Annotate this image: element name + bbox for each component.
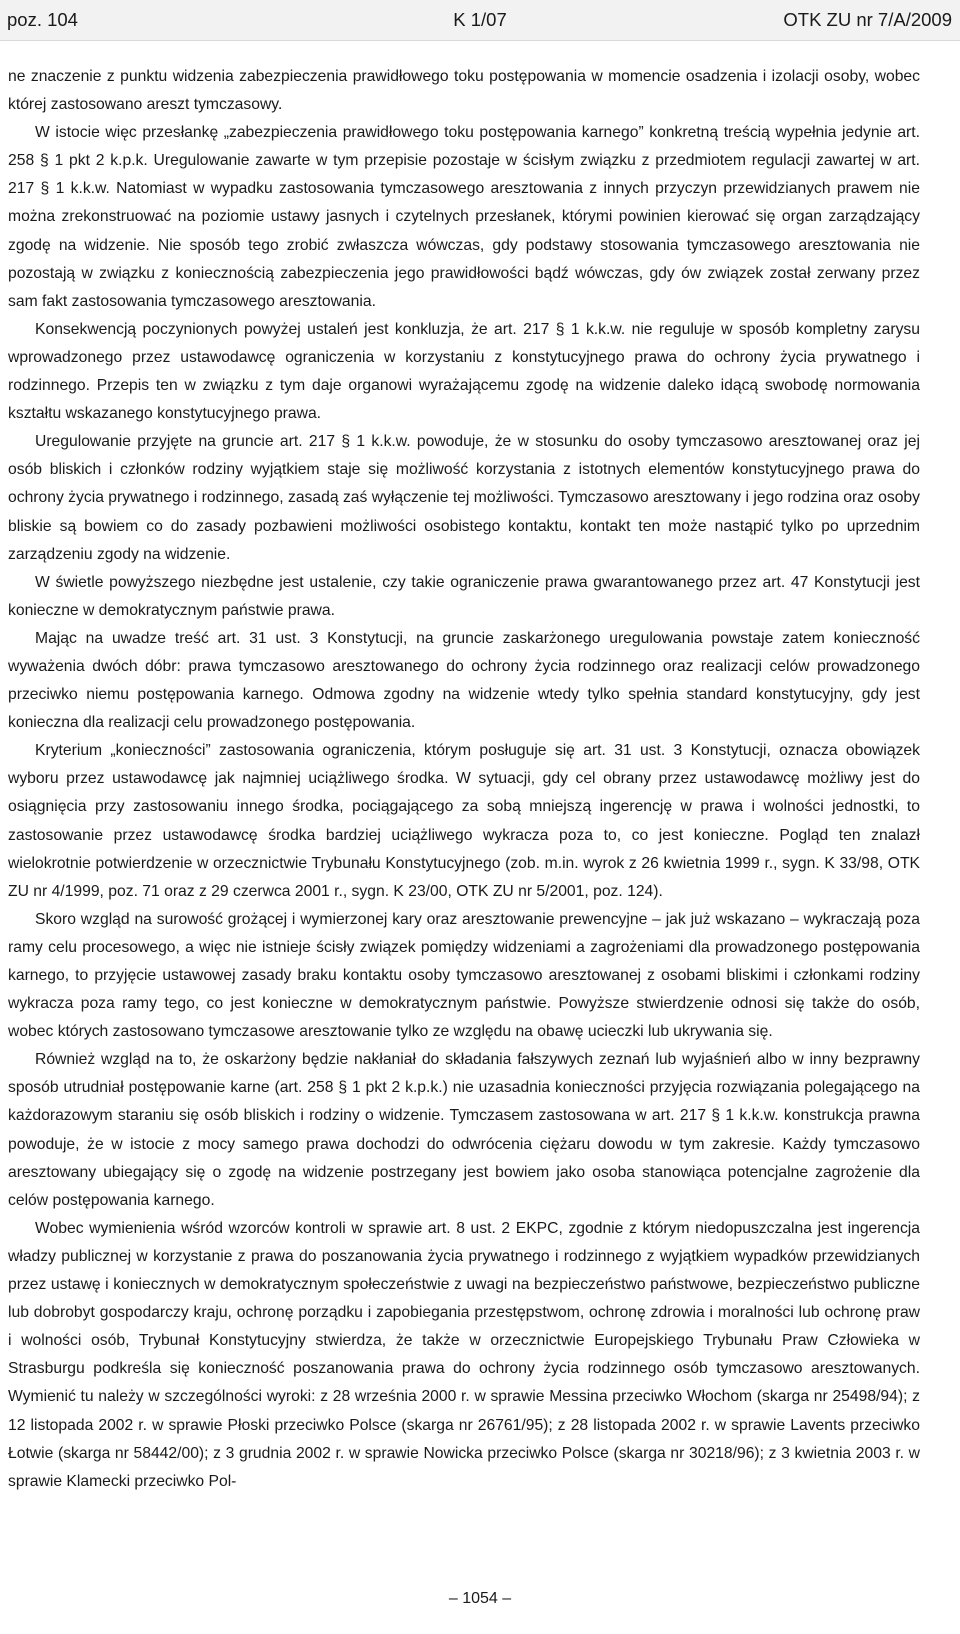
header-position: poz. 104 (7, 9, 78, 30)
header-case-signature: K 1/07 (453, 9, 507, 30)
paragraph: Konsekwencją poczynionych powyżej ustaleń jest konkluzja, że art. 217 § 1 k.k.w. nie reguluje w sposób kompletny zarysu wprowadzonego przez ustawodawcę ograniczenia w korzystaniu z konstytucyjnego prawa do ochrony życia prywatnego i rodzinnego. Przepis ten w związku z tym daje organowi wyrażającemu zgodę na widzenie daleko idącą swobodę normowania kształtu wskazanego konstytucyjnego prawa. (8, 320, 920, 423)
header-publication: OTK ZU nr 7/A/2009 (783, 9, 952, 30)
document-body (8, 63, 920, 1496)
paragraph: Również wzgląd na to, że oskarżony będzie nakłaniał do składania fałszywych zeznań lub wyjaśnień albo w inny bezprawny sposób utrudniał postępowanie karne (art. 258 § 1 pkt 2 k.p.k.) nie uzasadnia konieczności przyjęcia rozwiązania polegającego na każdorazowym staraniu się osób bliskich i rodziny o widzenie. Tymczasem zastosowana w art. 217 § 1 k.k.w. konstrukcja prawna powoduje, że w istocie z mocy samego prawa dochodzi do odwrócenia ciężaru dowodu w tym zakresie. Każdy tymczasowo aresztowany ubiegający się o zgodę na widzenie postrzegany jest bowiem jako osoba stanowiąca potencjalne zagrożenie dla celów postępowania karnego. (8, 1051, 920, 1209)
paragraph: Skoro wzgląd na surowość grożącej i wymierzonej kary oraz aresztowanie prewencyjne – jak już wskazano – wykraczają poza ramy celu procesowego, a więc nie istnieje ścisły związek pomiędzy widzeniami a zagrożeniami dla prowadzonego postępowania karnego, to przyjęcie ustawowej zasady braku kontaktu osoby tymczasowo aresztowanej z osobami bliskimi i członkami rodziny wykracza poza ramy tego, co jest konieczne w demokratycznym państwie. Powyższe stwierdzenie odnosi się także do osób, wobec których zastosowano tymczasowe aresztowanie tylko ze względu na obawę ucieczki lub ukrywania się. (8, 910, 920, 1041)
paragraph: ne znaczenie z punktu widzenia zabezpieczenia prawidłowego toku postępowania w momencie osadzenia i izolacji osoby, wobec której zastosowano areszt tymczasowy. (8, 68, 920, 114)
page-header (0, 0, 960, 41)
paragraph: Uregulowanie przyjęte na gruncie art. 217 § 1 k.k.w. powoduje, że w stosunku do osoby tymczasowo aresztowanej oraz jej osób bliskich i członków rodziny wyjątkiem staje się możliwość korzystania z istotnych elementów konstytucyjnego prawa do ochrony życia prywatnego i rodzinnego, zasadą zaś wyłączenie tej możliwości. Tymczasowo aresztowany i jego rodzina oraz osoby bliskie są bowiem co do zasady pozbawieni możliwości osobistego kontaktu, kontakt ten może nastąpić tylko po uprzednim zarządzeniu zgody na widzenie. (8, 433, 920, 563)
paragraph: W świetle powyższego niezbędne jest ustalenie, czy takie ograniczenie prawa gwarantowanego przez art. 47 Konstytucji jest konieczne w demokratycznym państwie prawa. (8, 573, 920, 619)
paragraph: Kryterium „konieczności” zastosowania ograniczenia, którym posługuje się art. 31 ust. 3 Konstytucji, oznacza obowiązek wyboru przez ustawodawcę jak najmniej uciążliwego środka. W sytuacji, gdy cel obrany przez ustawodawcę możliwy jest do osiągnięcia przy zastosowaniu innego środka, pociągającego za sobą mniejszą ingerencję w prawa i wolności jednostki, to zastosowanie przez ustawodawcę środka bardziej uciążliwego wykracza poza to, co jest konieczne. Pogląd ten znalazł wielokrotnie potwierdzenie w orzecznictwie Trybunału Konstytucyjnego (zob. m.in. wyrok z 26 kwietnia 1999 r., sygn. K 33/98, OTK ZU nr 4/1999, poz. 71 oraz z 29 czerwca 2001 r., sygn. K 23/00, OTK ZU nr 5/2001, poz. 124). (8, 742, 920, 900)
page-number: – 1054 – (448, 1590, 512, 1607)
paragraph: Mając na uwadze treść art. 31 ust. 3 Konstytucji, na gruncie zaskarżonego uregulowania powstaje zatem konieczność wyważenia dwóch dóbr: prawa tymczasowo aresztowanego do ochrony życia rodzinnego oraz realizacji celów prowadzonego przeciwko niemu postępowania karnego. Odmowa zgodny na widzenie wtedy tylko spełnia standard konstytucyjny, gdy jest konieczna dla realizacji celu prowadzonego postępowania. (8, 629, 920, 732)
paragraph: Wobec wymienienia wśród wzorców kontroli w sprawie art. 8 ust. 2 EKPC, zgodnie z którym niedopuszczalna jest ingerencja władzy publicznej w korzystanie z prawa do poszanowania życia prywatnego i rodzinnego z wyjątkiem wypadków przewidzianych przez ustawę i koniecznych w demokratycznym społeczeństwie z uwagi na bezpieczeństwo państwowe, bezpieczeństwo publiczne lub dobrobyt gospodarczy kraju, ochronę porządku i zapobiegania przestępstwom, ochronę zdrowia i moralności lub ochronę praw i wolności osób, Trybunał Konstytucyjny stwierdza, że także w orzecznictwie Europejskiego Trybunału Praw Człowieka w Strasburgu podkreśla się konieczność poszanowania prawa do ochrony życia rodzinnego osób tymczasowo aresztowanych. Wymienić tu należy w szczególności wyroki: z 28 września 2000 r. w sprawie Messina przeciwko Włochom (skarga nr 25498/94); z 12 listopada 2002 r. w sprawie Płoski przeciwko Polsce (skarga nr 26761/95); z 28 listopada 2002 r. w sprawie Lavents przeciwko Łotwie (skarga nr 58442/00); z 3 grudnia 2002 r. w sprawie Nowicka przeciwko Polsce (skarga nr 30218/96); z 3 kwietnia 2003 r. w sprawie Klamecki przeciwko Pol- (8, 1219, 920, 1490)
paragraph: W istocie więc przesłankę „zabezpieczenia prawidłowego toku postępowania karnego” konkretną treścią wypełnia jedynie art. 258 § 1 pkt 2 k.p.k. Uregulowanie zawarte w tym przepisie pozostaje w ścisłym związku z przedmiotem regulacji zawartej w art. 217 § 1 k.k.w. Natomiast w wypadku zastosowania tymczasowego aresztowania z innych przyczyn przewidzianych prawem nie można zrekonstruować na poziomie ustawy jasnych i czytelnych przesłanek, którymi powinien kierować się organ zarządzający zgodę na widzenie. Nie sposób tego zrobić zwłaszcza wówczas, gdy podstawy stosowania tymczasowego aresztowania nie pozostają w związku z koniecznością zabezpieczenia jego prawidłowości bądź wówczas, gdy ów związek został zerwany przez sam fakt zastosowania tymczasowego aresztowania. (8, 124, 920, 310)
